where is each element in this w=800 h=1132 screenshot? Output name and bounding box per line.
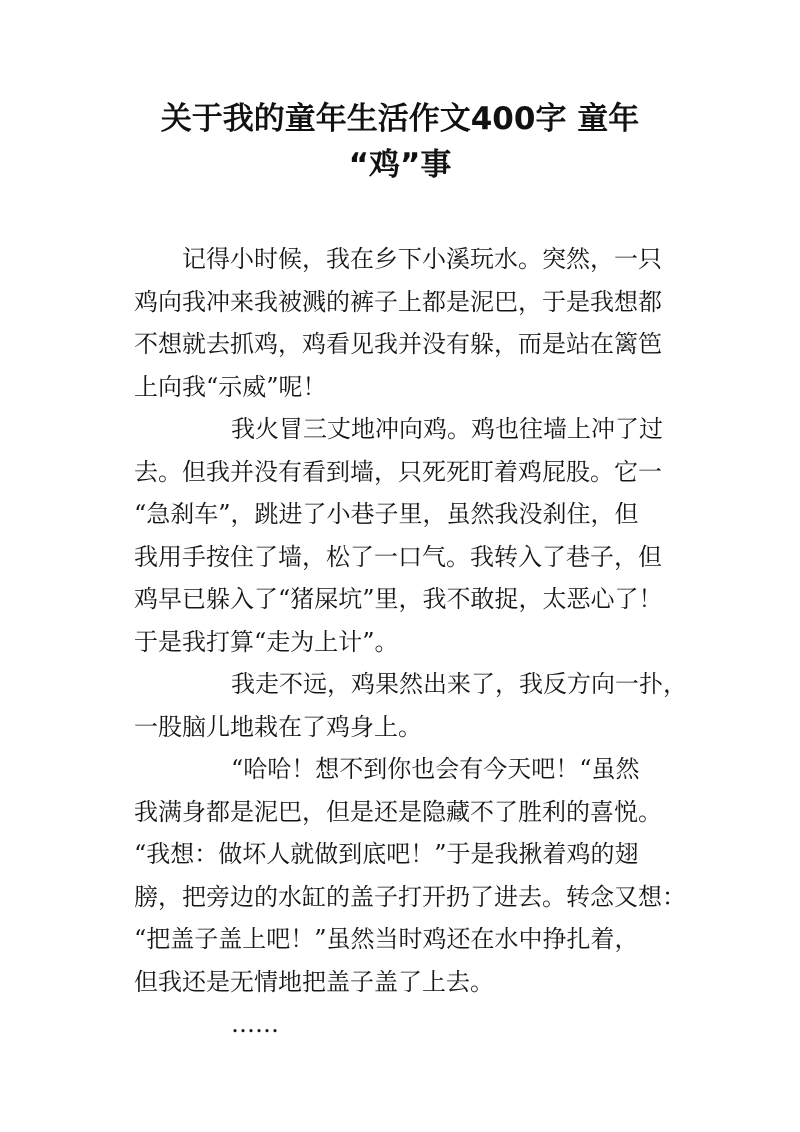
essay-line: 不想就去抓鸡，鸡看见我并没有躲，而是站在篱笆 xyxy=(134,330,662,358)
essay-line: “我想：做坏人就做到底吧！”于是我揪着鸡的翅 xyxy=(134,840,639,868)
essay-line: 鸡向我冲来我被溅的裤子上都是泥巴，于是我想都 xyxy=(134,287,662,316)
essay-line: 我走不远，鸡果然出来了，我反方向一扑， xyxy=(231,670,687,698)
essay-line: 记得小时候，我在乡下小溪玩水。突然，一只 xyxy=(182,245,662,273)
title-line-1: 关于我的童年生活作文400字 童年 xyxy=(160,101,640,137)
essay-line: 但我还是无情地把盖子盖了上去。 xyxy=(134,967,494,996)
essay-line: “哈哈！想不到你也会有今天吧！“虽然 xyxy=(231,755,640,783)
essay-line: 于是我打算“走为上计”。 xyxy=(134,627,399,656)
essay-line: 鸡早已躲入了“猪屎坑”里，我不敢捉，太恶心了！ xyxy=(134,585,663,613)
essay-line: 一股脑儿地栽在了鸡身上。 xyxy=(134,712,422,741)
essay-body xyxy=(134,238,687,1046)
essay-line: 去。但我并没有看到墙，只死死盯着鸡屁股。它一 xyxy=(134,457,662,486)
essay-line: 我用手按住了墙，松了一口气。我转入了巷子，但 xyxy=(134,542,662,571)
title-line-2: “鸡”事 xyxy=(348,147,452,183)
essay-line: 膀，把旁边的水缸的盖子打开扔了进去。转念又想： xyxy=(134,882,686,911)
essay-line: 上向我“示威”呢！ xyxy=(134,372,327,401)
essay-line: “把盖子盖上吧！”虽然当时鸡还在水中挣扎着， xyxy=(134,925,639,953)
ellipsis: …… xyxy=(231,1010,279,1038)
essay-line: 我满身都是泥巴，但是还是隐藏不了胜利的喜悦。 xyxy=(134,797,662,826)
essay-line: “急刹车”，跳进了小巷子里，虽然我没刹住，但 xyxy=(134,500,639,528)
document-title xyxy=(0,96,800,188)
essay-line: 我火冒三丈地冲向鸡。鸡也往墙上冲了过 xyxy=(231,415,663,443)
